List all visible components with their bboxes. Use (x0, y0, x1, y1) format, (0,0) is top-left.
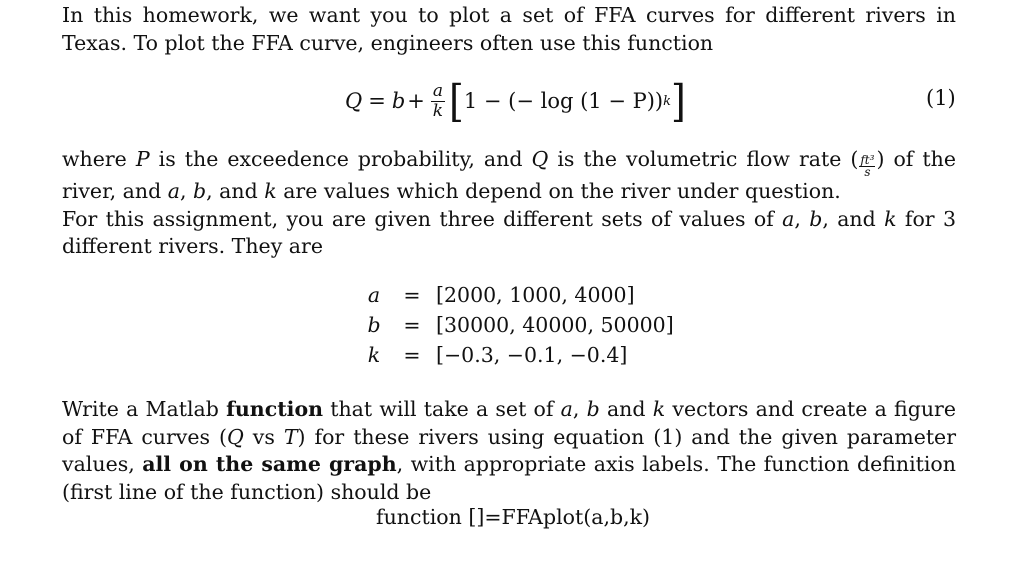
eq-lhs: Q (345, 89, 363, 113)
task-paragraph (62, 396, 956, 506)
text: For this assignment, you are given three different sets of values of (62, 206, 783, 231)
eq-equals: = (368, 89, 386, 113)
text: ) for these rivers using equation (1) and the given parameter values, (62, 424, 956, 476)
text: , (179, 179, 193, 203)
eq-left-bracket: [ (449, 75, 464, 127)
var-k: k (652, 397, 666, 421)
param-eq: = (403, 343, 421, 367)
text: , and (822, 206, 885, 231)
param-values: [−0.3, −0.1, −0.4] (436, 343, 628, 367)
eq-inner: 1 − (− log (1 − P)) (463, 89, 664, 113)
intro-paragraph (62, 2, 956, 57)
function-definition: function []=FFAplot(a,b,k) (376, 505, 651, 529)
text: , and (206, 179, 265, 203)
unit-den: s (864, 165, 871, 179)
eq-fraction (431, 82, 445, 121)
var-a: a (560, 397, 573, 421)
param-var: b (367, 313, 381, 337)
var-b: b (193, 179, 207, 203)
param-var: k (367, 343, 381, 367)
eq-frac-den: k (432, 100, 444, 121)
intro-text: In this homework, we want you to plot a set of FFA curves for different rivers in Texas. To plot the FFA curve, engineers often use this function (62, 3, 956, 55)
param-row-a (360, 280, 674, 310)
text: ) of the river, and (62, 147, 956, 203)
var-k: k (264, 179, 277, 203)
eq-b: b (391, 89, 406, 113)
bold-function: function (226, 397, 324, 421)
text: that will take a set of (323, 397, 561, 421)
param-eq: = (403, 283, 421, 307)
param-values: [30000, 40000, 50000] (436, 313, 674, 337)
var-a: a (167, 179, 180, 203)
var-p: P (135, 147, 150, 171)
text: where (62, 147, 136, 171)
eq-plus: + (407, 89, 425, 113)
eq-exponent: k (663, 93, 672, 109)
eq-right-bracket: ] (671, 75, 686, 127)
bold-same-graph: all on the same graph (142, 452, 397, 476)
text: are values which depend on the river under question. (276, 179, 841, 203)
text: and (599, 397, 653, 421)
param-values: [2000, 1000, 4000] (436, 283, 635, 307)
unit-num: ft³ (860, 153, 875, 167)
text: is the volumetric flow rate ( (548, 147, 859, 171)
var-a: a (782, 206, 795, 231)
text: is the exceedence probability, and (149, 147, 532, 171)
text: Write a Matlab (62, 397, 227, 421)
text: , with appropriate axis labels. The function definition (first line of the function) should be (62, 452, 956, 504)
text: for 3 different rivers. They are (62, 206, 956, 258)
var-b: b (586, 397, 600, 421)
var-q: Q (227, 424, 244, 449)
param-eq: = (403, 313, 421, 337)
text: , (572, 397, 587, 421)
var-b: b (809, 206, 823, 231)
eq-frac-num: a (432, 80, 444, 101)
parameter-array (360, 280, 674, 370)
var-t: T (283, 424, 298, 449)
description-paragraph (62, 146, 956, 261)
unit-fraction (859, 155, 875, 178)
text: vs (243, 424, 284, 449)
param-row-k (360, 340, 674, 370)
text: vectors and create a figure of FFA curves ( (62, 397, 956, 449)
var-k: k (884, 206, 897, 231)
param-var: a (367, 283, 381, 307)
text: , (794, 206, 810, 231)
equation-number: (1) (926, 86, 956, 110)
param-row-b (360, 310, 674, 340)
var-q: Q (531, 147, 549, 171)
ffa-equation (345, 76, 686, 126)
